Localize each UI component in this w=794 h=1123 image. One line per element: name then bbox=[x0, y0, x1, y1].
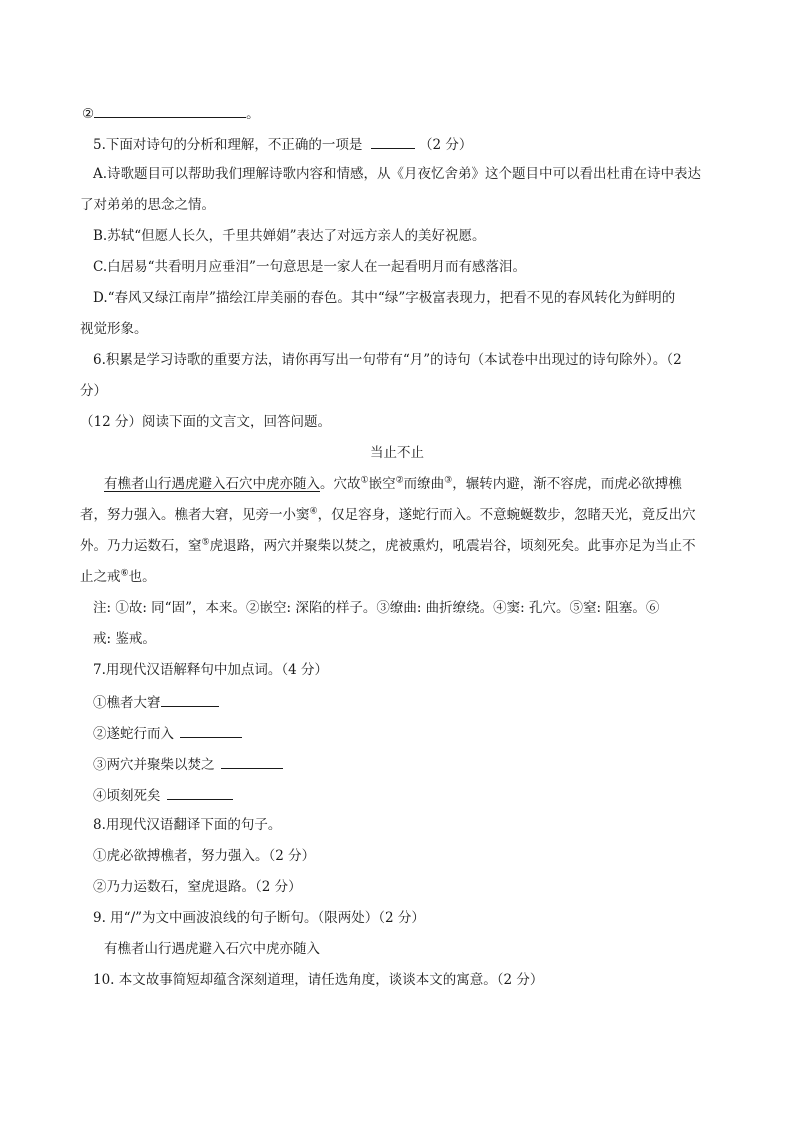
q4-answer-line: ② 。 bbox=[82, 103, 260, 123]
passage-title: 当止不止 bbox=[370, 445, 424, 461]
q7-stem: 7.用现代汉语解释句中加点词。（4 分） bbox=[93, 662, 329, 678]
q9-stem: 9. 用“/”为文中画波浪线的句子断句。（限两处）（2 分） bbox=[93, 910, 425, 926]
q5-option-d-line2: 视觉形象。 bbox=[80, 321, 148, 337]
passage-line1: 有樵者山行遇虎避入石穴中虎亦随入。穴故①嵌空②而缭曲③，辗转内避，渐不容虎，而虎必欲搏樵 bbox=[104, 475, 682, 492]
passage-line3: 外。乃力运数石，窒⑤虎退路，两穴并聚柴以焚之，虎被熏灼，吼震岩谷，顷刻死矣。此事亦足为当止不 bbox=[80, 537, 696, 554]
q5-option-d-line1: D.“春风又绿江南岸”描绘江岸美丽的春色。其中“绿”字极富表现力，把看不见的春风转化为鲜明的 bbox=[93, 290, 676, 306]
q6-stem-line1: 6.积累是学习诗歌的重要方法，请你再写出一句带有“月”的诗句（本试卷中出现过的诗句除外）。（2 bbox=[93, 352, 682, 368]
q5-option-c: C.白居易“共看明月应垂泪”一句意思是一家人在一起看明月而有感落泪。 bbox=[93, 259, 526, 275]
q5-option-a-line2: 了对弟弟的思念之情。 bbox=[80, 197, 215, 213]
passage-line2: 者，努力强入。樵者大窘，见旁一小窦④，仅足容身，遂蛇行而入。不意蜿蜒数步，忽睹天光，竟反出穴 bbox=[80, 506, 696, 523]
q8-sentence-1: ①虎必欲搏樵者，努力强入。（2 分） bbox=[93, 848, 316, 864]
q8-sentence-2: ②乃力运数石，窒虎退路。（2 分） bbox=[93, 879, 302, 895]
notes-line2: 戒: 鉴戒。 bbox=[93, 631, 156, 647]
q7-item-1: ①樵者大窘 bbox=[93, 692, 219, 712]
q7-item-3: ③两穴并聚柴以焚之 bbox=[93, 754, 283, 774]
q5-option-a-line1: A.诗歌题目可以帮助我们理解诗歌内容和情感，从《月夜忆舍弟》这个题目中可以看出杜甫在诗中表达 bbox=[93, 166, 702, 182]
answer-blank[interactable] bbox=[167, 785, 233, 800]
q7-item-4: ④顷刻死矣 bbox=[93, 785, 233, 805]
answer-blank[interactable] bbox=[94, 103, 246, 118]
passage-line4: 止之戒⑥也。 bbox=[80, 568, 156, 585]
q6-stem-line2: 分） bbox=[80, 383, 107, 399]
wavy-underlined-sentence: 有樵者山行遇虎避入石穴中虎亦随入 bbox=[104, 476, 320, 492]
section-intro: （12 分）阅读下面的文言文，回答问题。 bbox=[80, 414, 331, 430]
q7-item-2: ②遂蛇行而入 bbox=[93, 723, 242, 743]
answer-blank[interactable] bbox=[221, 754, 283, 769]
answer-blank[interactable] bbox=[180, 723, 242, 738]
notes-line1: 注: ①故: 同“固”，本来。②嵌空: 深陷的样子。③缭曲: 曲折缭绕。④窦: 孔穴。⑤窒: 阻塞。⑥ bbox=[93, 600, 660, 616]
answer-blank[interactable] bbox=[371, 134, 415, 149]
q9-sentence: 有樵者山行遇虎避入石穴中虎亦随入 bbox=[104, 941, 320, 957]
q8-stem: 8.用现代汉语翻译下面的句子。 bbox=[93, 817, 282, 833]
answer-blank[interactable] bbox=[161, 692, 219, 707]
q5-option-b: B.苏轼“但愿人长久，千里共婵娟”表达了对远方亲人的美好祝愿。 bbox=[93, 228, 486, 244]
q5-stem: 5.下面对诗句的分析和理解，不正确的一项是 （2 分） bbox=[93, 134, 472, 154]
q10-stem: 10. 本文故事简短却蕴含深刻道理，请任选角度，谈谈本文的寓意。（2 分） bbox=[93, 972, 544, 988]
